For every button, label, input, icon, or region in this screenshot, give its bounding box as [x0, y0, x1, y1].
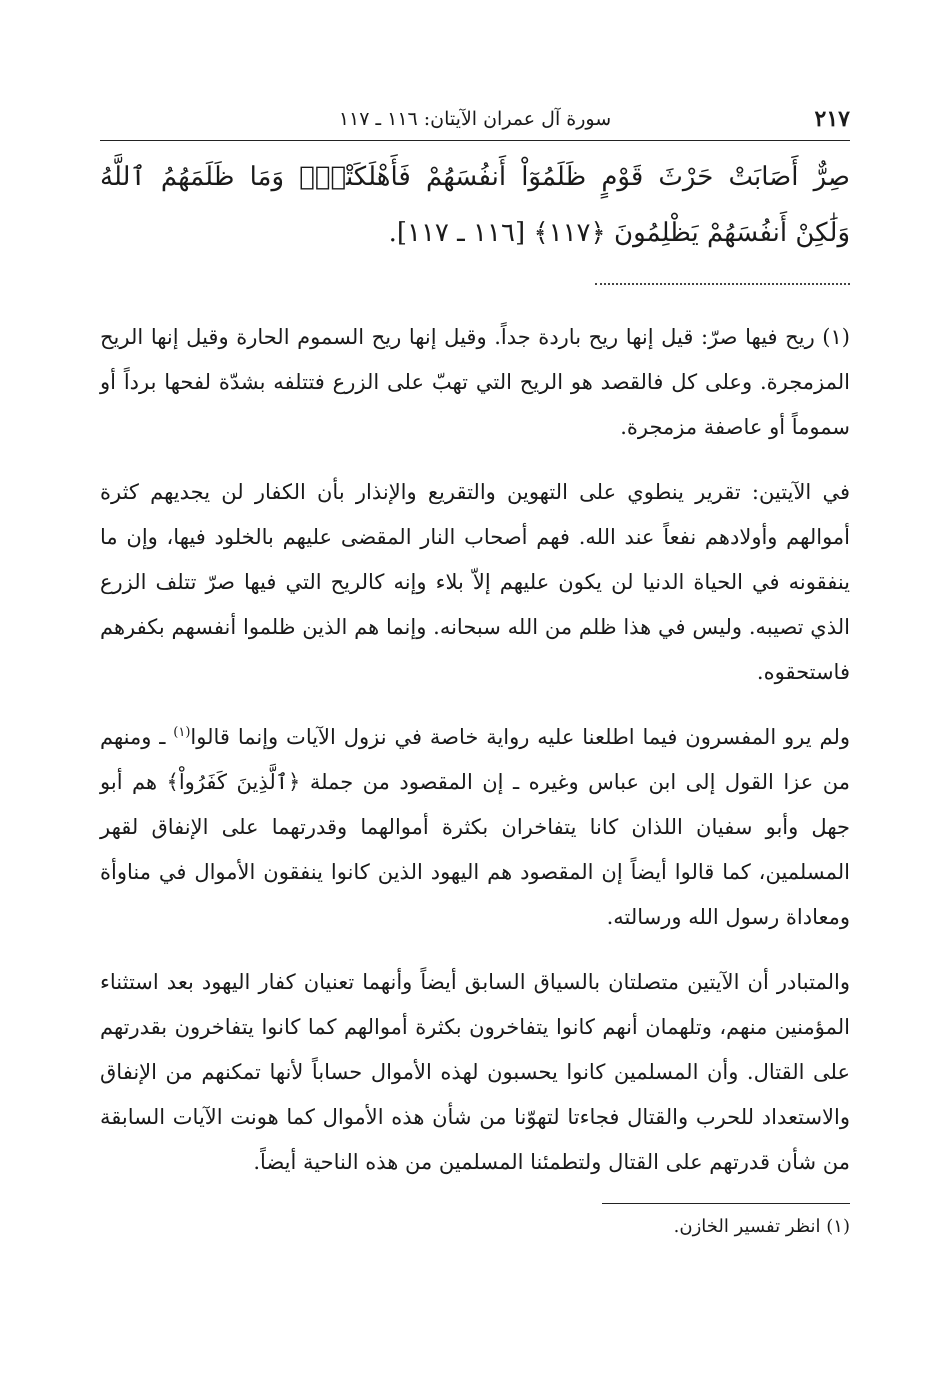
gloss-paragraph: (١) ريح فيها صرّ: قيل إنها ريح باردة جداً. وقيل إنها ريح السموم الحارة وقيل إنها الريح المزمجرة. وعلى كل فالقصد هو الريح التي تهبّ على الزرع فتتلفه بشدّة لفحها برداً أو سموماً أو عاصفة مزمجرة. [100, 325, 850, 439]
footnote-rule [602, 1203, 850, 1204]
commentary-paragraph: في الآيتين: تقرير ينطوي على التهوين والتقريع والإنذار بأن الكفار لن يجديهم كثرة أموالهم وأولادهم نفعاً عند الله. فهم أصحاب النار المقضى عليهم بالخلود فيها، وإن ما ينفقونه في الحياة الدنيا لن يكون عليهم إلاّ بلاء وإنه كالريح التي فيها صرّ تتلف الزرع الذي تصيبه. وليس في هذا ظلم من الله سبحانه. وإنما هم الذين ظلموا أنفسهم بكفرهم فاستحقوه. [100, 480, 850, 684]
separator-dots-wrap [100, 261, 850, 285]
footnote: (١) انظر تفسير الخازن. [673, 1216, 850, 1237]
exegesis-text-rest: ـ ومنهم من عزا القول إلى ابن عباس وغيره ـ إن المقصود من جملة ﴿ٱلَّذِينَ كَفَرُواْ﴾ هم أبو جهل وأبو سفيان اللذان كانا يتفاخران بكثرة أموالهما وقدرتهما على الإنفاق لقهر المسلمين، كما قالوا أيضاً إن المقصود هم اليهود الذين كانوا ينفقون الأموال في مناوأة ومعاداة رسول الله ورسالته. [100, 725, 850, 929]
footnote-marker: (١) [173, 725, 191, 740]
running-title: سورة آل عمران الآيتان: ١١٦ ـ ١١٧ [338, 108, 612, 130]
interpretation-paragraph: والمتبادر أن الآيتين متصلتان بالسياق السابق أيضاً وأنهما تعنيان كفار اليهود بعد استثناء المؤمنين منهم، وتلهمان أنهم كانوا يتفاخرون بكثرة أموالهم كما كانوا يتفاخرون بقدرتهم على القتال. وأن المسلمين كانوا يحسبون لهذه الأموال حساباً لأنها تمكنهم من الإنفاق والاستعداد للحرب والقتال فجاءتا لتهوّنا من شأن هذه الأموال كما هونت الآيات السابقة من شأن قدرتهم على القتال ولتطمئنا المسلمين من هذه الناحية أيضاً. [100, 970, 850, 1174]
exegesis-text-start: ولم يرو المفسرون فيما اطلعنا عليه رواية خاصة في نزول الآيات وإنما قالوا [190, 725, 850, 749]
quran-verse: صِرٌّ أَصَابَتْ حَرْثَ قَوْمٍ ظَلَمُوٓاْ أَنفُسَهُمْ فَأَهْلَكَتْهُۚ وَمَا ظَلَمَهُمُ ٱللَّهُ وَلَٰكِنْ أَنفُسَهُمْ يَظْلِمُونَ ﴿١١٧﴾ [١١٦ ـ ١١٧]. [100, 162, 850, 248]
footnote-rule-wrap [100, 1203, 850, 1204]
running-header [100, 100, 850, 141]
exegesis-paragraph [100, 715, 850, 940]
page-number: ٢١٧ [814, 106, 850, 132]
dotted-separator [595, 283, 850, 285]
book-page [100, 100, 850, 1237]
